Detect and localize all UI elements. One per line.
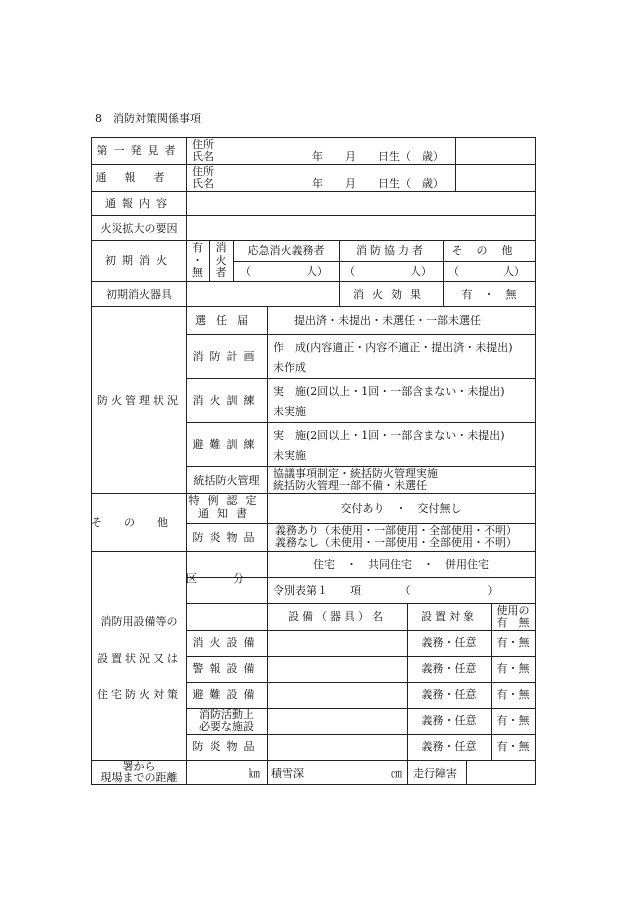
yesno-3: 無 bbox=[192, 266, 203, 279]
usage-header-2: 有 無 bbox=[496, 616, 530, 629]
extinguish-drill-line-2: 未実施 bbox=[273, 405, 306, 418]
emergency-duty-header: 応急消火義務者 bbox=[247, 244, 325, 257]
evacuation-drill-line-1: 実 施(2回以上・1回・一部含まない・未提出) bbox=[273, 429, 505, 442]
special-cert-label-1: 特例認定 bbox=[188, 494, 265, 507]
emergency-duty-count: （ 人） bbox=[240, 265, 328, 278]
fireproof-line-1: 義務あり（未使用・一部使用・全部使用・不明） bbox=[275, 524, 517, 537]
extinguisher-1: 消 bbox=[215, 241, 227, 254]
distance-unit-km: ㎞ bbox=[249, 767, 260, 780]
housing-type: 住宅 ・ 共同住宅 ・ 併用住宅 bbox=[313, 558, 489, 571]
initial-extinguishing-label: 初期消火 bbox=[105, 254, 173, 267]
fire-management-label: 防火管理状況 bbox=[97, 394, 181, 407]
fire-cooperator-count: （ 人） bbox=[344, 265, 432, 278]
reporter-birth: 年 月 日生（ 歳） bbox=[312, 177, 444, 190]
extinguishing-equipment-label: 消火設備 bbox=[192, 636, 261, 649]
first-discoverer-address-label: 住所 bbox=[192, 138, 214, 151]
appointment-label: 選任届 bbox=[195, 314, 258, 327]
alarm-target: 義務・任意 bbox=[421, 662, 477, 675]
install-target-header: 設置対象 bbox=[421, 610, 477, 623]
extinguisher-2: 火 bbox=[215, 254, 227, 267]
snow-depth-label: 積雪深 bbox=[271, 767, 304, 780]
reporter-label: 通報者 bbox=[95, 171, 183, 184]
extinguishing-target: 義務・任意 bbox=[421, 636, 477, 649]
fireproof-goods-label: 防炎物品 bbox=[192, 740, 261, 753]
extinguish-drill-line-1: 実 施(2回以上・1回・一部含まない・未提出) bbox=[273, 385, 505, 398]
fire-plan-label: 消防計画 bbox=[192, 350, 261, 363]
other-label: その他 bbox=[91, 516, 190, 529]
alarm-use: 有・無 bbox=[496, 662, 530, 675]
first-discoverer-label: 第一発見者 bbox=[96, 144, 182, 157]
firefighting-facility-label-2: 必要な施設 bbox=[199, 720, 254, 733]
evacuation-equipment-label: 避難設備 bbox=[192, 688, 261, 701]
reporter-name-label: 氏名 bbox=[192, 177, 214, 190]
distance-label-1: 署から bbox=[122, 760, 156, 773]
evacuation-use: 有・無 bbox=[496, 688, 530, 701]
facilities-label-1: 消防用設備等の bbox=[100, 615, 178, 628]
facilities-label-3: 住宅防火対策 bbox=[97, 688, 181, 701]
division-label: 区分 bbox=[186, 572, 280, 585]
first-discoverer-birth: 年 月 日生（ 歳） bbox=[312, 150, 444, 163]
fireproof-label: 防炎物品 bbox=[192, 531, 261, 544]
evacuation-drill-label: 避難訓練 bbox=[192, 438, 261, 451]
facilities-label-2: 設置状況又は bbox=[97, 652, 181, 665]
fireproof-goods-use: 有・無 bbox=[496, 740, 530, 753]
yesno-2: ・ bbox=[192, 254, 203, 267]
fireproof-line-2: 義務なし（未使用・一部使用・全部使用・不明） bbox=[275, 536, 517, 549]
special-cert-label-2: 通知書 bbox=[198, 507, 255, 520]
extinguish-effect-value: 有 ・ 無 bbox=[461, 288, 517, 301]
usage-header-1: 使用の bbox=[496, 604, 530, 617]
unified-fire-mgmt-line-1: 協議事項制定・統括防火管理実施 bbox=[273, 467, 438, 480]
distance-label-2: 現場までの距離 bbox=[100, 771, 178, 784]
firefighting-facility-target: 義務・任意 bbox=[421, 714, 477, 727]
others-header: その他 bbox=[451, 244, 527, 257]
firefighting-facility-use: 有・無 bbox=[496, 714, 530, 727]
fire-plan-line-1: 作 成(内容適正・内容不適正・提出済・未提出) bbox=[273, 341, 513, 354]
evacuation-target: 義務・任意 bbox=[421, 688, 477, 701]
report-content-label: 通報内容 bbox=[105, 197, 173, 210]
extinguisher-3: 者 bbox=[215, 266, 227, 279]
firefighting-facility-label-1: 消防活動上 bbox=[199, 708, 254, 721]
first-discoverer-name-label: 氏名 bbox=[192, 150, 214, 163]
snow-unit-cm: ㎝ bbox=[391, 767, 402, 780]
section-title: 8 消防対策関係事項 bbox=[95, 112, 201, 125]
alarm-equipment-label: 警報設備 bbox=[192, 662, 261, 675]
extinguish-drill-label: 消火訓練 bbox=[192, 394, 261, 407]
fireproof-goods-target: 義務・任意 bbox=[421, 740, 477, 753]
fire-spread-label: 火災拡大の要因 bbox=[100, 222, 178, 235]
unified-fire-mgmt-line-2: 統括防火管理一部不備・未選任 bbox=[273, 479, 427, 492]
fire-cooperator-header: 消防協力者 bbox=[356, 244, 426, 257]
evacuation-drill-line-2: 未実施 bbox=[273, 449, 306, 462]
extinguishing-use: 有・無 bbox=[496, 636, 530, 649]
unified-fire-mgmt-label: 統括防火管理 bbox=[193, 474, 260, 487]
special-cert-value: 交付あり ・ 交付無し bbox=[340, 502, 462, 515]
fire-plan-line-2: 未作成 bbox=[273, 361, 306, 374]
order-table: 令別表第１ 項 （ ） bbox=[273, 584, 499, 597]
driving-obstacle-label: 走行障害 bbox=[413, 767, 457, 780]
yesno-1: 有 bbox=[192, 241, 203, 254]
reporter-address-label: 住所 bbox=[192, 165, 214, 178]
extinguish-effect-label: 消火効果 bbox=[353, 288, 429, 301]
equipment-name-header: 設備（器具）名 bbox=[288, 610, 386, 623]
appointment-value: 提出済・未提出・未選任・一部未選任 bbox=[294, 314, 481, 327]
initial-equipment-label: 初期消火器具 bbox=[106, 288, 172, 301]
others-count: （ 人） bbox=[448, 265, 525, 278]
